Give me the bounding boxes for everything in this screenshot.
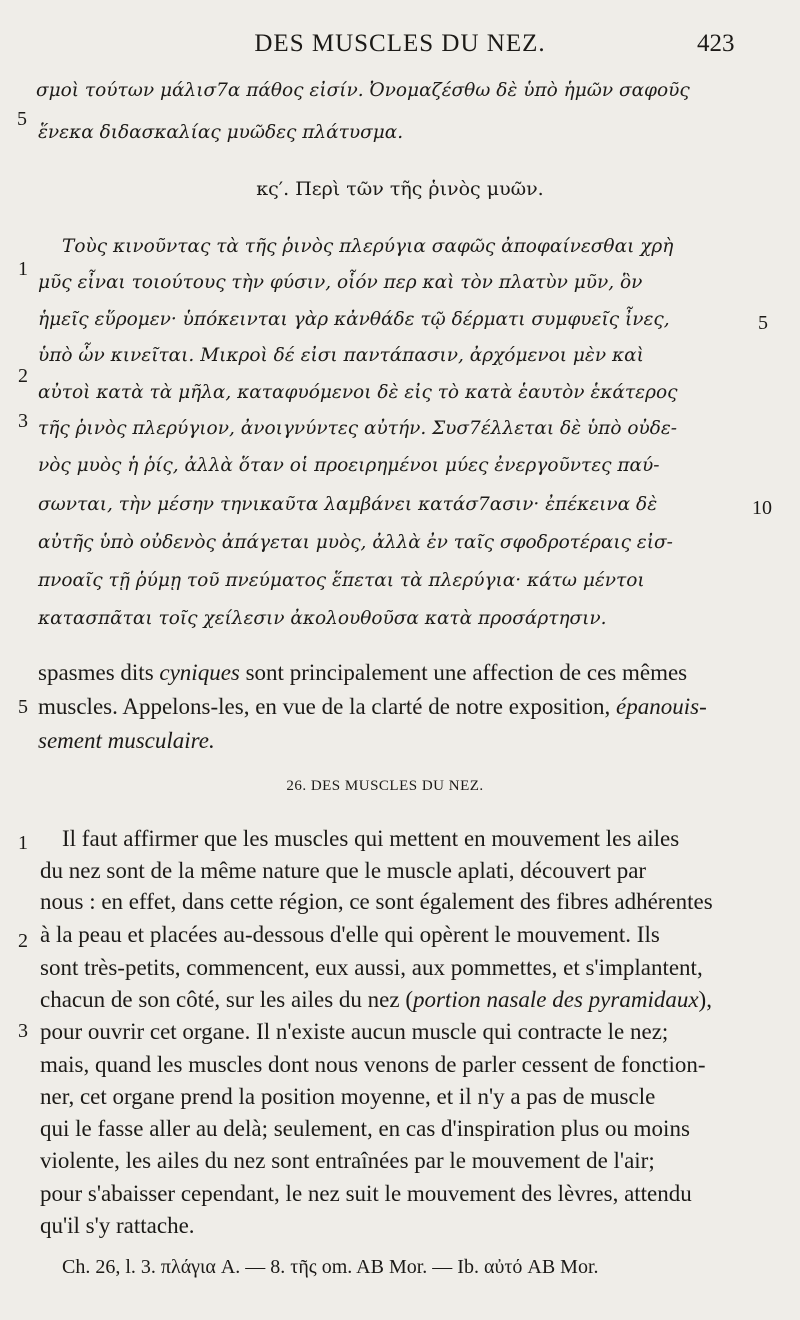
greek-line: κατασπᾶται τοῖς χείλεσιν ἀκολουθοῦσα κατὰ προσάρτησιν. bbox=[38, 608, 607, 629]
line-number: 1 bbox=[18, 832, 28, 854]
line-number: 3 bbox=[18, 1020, 28, 1042]
line-number: 2 bbox=[18, 365, 28, 387]
french-line: du nez sont de la même nature que le muscle aplati, découvert par bbox=[40, 858, 647, 883]
french-line: violente, les ailes du nez sont entraînées par le mouvement de l'air; bbox=[40, 1148, 655, 1173]
french-line: ner, cet organe prend la position moyenne, et il n'y a pas de muscle bbox=[40, 1084, 656, 1109]
greek-section-title: κς′. Περὶ τῶν τῆς ῥινὸς μυῶν. bbox=[256, 178, 544, 200]
line-number: 10 bbox=[752, 497, 772, 519]
greek-line: σμοὶ τούτων μάλισ7α πάθος εἰσίν. Ὀνομαζέσθω δὲ ὑπὸ ἡμῶν σαφοῦς bbox=[36, 80, 690, 101]
french-line: qu'il s'y rattache. bbox=[40, 1213, 195, 1238]
line-number: 5 bbox=[758, 312, 768, 334]
greek-line: αὐτῆς ὑπὸ οὐδενὸς ἀπάγεται μυὸς, ἀλλὰ ἐν ταῖς σφοδροτέραις εἰσ- bbox=[38, 532, 673, 553]
greek-line: πνοαῖς τῇ ῥύμῃ τοῦ πνεύματος ἕπεται τὰ πλερύγια· κάτω μέντοι bbox=[38, 570, 645, 591]
line-number: 1 bbox=[18, 258, 28, 280]
greek-line: νὸς μυὸς ἡ ῥίς, ἀλλὰ ὅταν οἱ προειρημένοι μύες ἐνεργοῦντες παύ- bbox=[38, 455, 660, 476]
line-number: 5 bbox=[18, 696, 28, 718]
greek-line: ἡμεῖς εὕρομεν· ὑπόκεινται γὰρ κἀνθάδε τῷ δέρματι συμφυεῖς ἶνες, bbox=[38, 309, 670, 330]
greek-line: σωνται, τὴν μέσην τηνικαῦτα λαμβάνει κατάσ7ασιν· ἐπέκεινα δὲ bbox=[38, 494, 658, 515]
french-section-title: 26. DES MUSCLES DU NEZ. bbox=[286, 778, 484, 794]
french-line: qui le fasse aller au delà; seulement, en cas d'inspiration plus ou moins bbox=[40, 1116, 690, 1141]
french-line: Il faut affirmer que les muscles qui mettent en mouvement les ailes bbox=[62, 826, 680, 851]
running-head: DES MUSCLES DU NEZ. bbox=[254, 30, 546, 57]
greek-line: ἕνεκα διδασκαλίας μυῶδες πλάτυσμα. bbox=[38, 122, 404, 143]
greek-line: αὐτοὶ κατὰ τὰ μῆλα, καταφυόμενοι δὲ εἰς τὸ κατὰ ἑαυτὸν ἑκάτερος bbox=[38, 382, 678, 403]
greek-line: μῦς εἶναι τοιούτους τὴν φύσιν, οἷόν περ καὶ τὸν πλατὺν μῦν, ὃν bbox=[38, 272, 643, 293]
french-line: spasmes dits cyniques sont principalement une affection de ces mêmes bbox=[38, 660, 688, 685]
french-line: sement musculaire. bbox=[38, 728, 215, 753]
french-line: mais, quand les muscles dont nous venons de parler cessent de fonction- bbox=[40, 1052, 706, 1077]
line-number: 3 bbox=[18, 410, 28, 432]
greek-line: τῆς ῥινὸς πλερύγιον, ἀνοιγνύντες αὐτήν. Συσ7έλλεται δὲ ὑπὸ οὐδε- bbox=[38, 418, 678, 439]
greek-line: Τοὺς κινοῦντας τὰ τῆς ῥινὸς πλερύγια σαφῶς ἀποφαίνεσθαι χρὴ bbox=[62, 236, 674, 257]
line-number: 2 bbox=[18, 930, 28, 952]
french-line: pour s'abaisser cependant, le nez suit le mouvement des lèvres, attendu bbox=[40, 1181, 692, 1206]
french-line: chacun de son côté, sur les ailes du nez (portion nasale des pyramidaux), bbox=[40, 987, 712, 1012]
french-line: muscles. Appelons-les, en vue de la clarté de notre exposition, épanouis- bbox=[38, 694, 707, 719]
greek-line: ὑπὸ ὧν κινεῖται. Μικροὶ δέ εἰσι παντάπασιν, ἀρχόμενοι μὲν καὶ bbox=[38, 345, 644, 366]
french-line: nous : en effet, dans cette région, ce sont également des fibres adhérentes bbox=[40, 889, 713, 914]
french-line: sont très-petits, commencent, eux aussi, aux pommettes, et s'implantent, bbox=[40, 955, 703, 980]
line-number: 5 bbox=[17, 108, 27, 130]
french-line: à la peau et placées au-dessous d'elle qui opèrent le mouvement. Ils bbox=[40, 922, 660, 947]
page-number: 423 bbox=[697, 30, 735, 57]
footnote: Ch. 26, l. 3. πλάγια A. — 8. τῆς om. AB Mor. — Ib. αὐτό AB Mor. bbox=[62, 1256, 599, 1278]
french-line: pour ouvrir cet organe. Il n'existe aucun muscle qui contracte le nez; bbox=[40, 1019, 669, 1044]
